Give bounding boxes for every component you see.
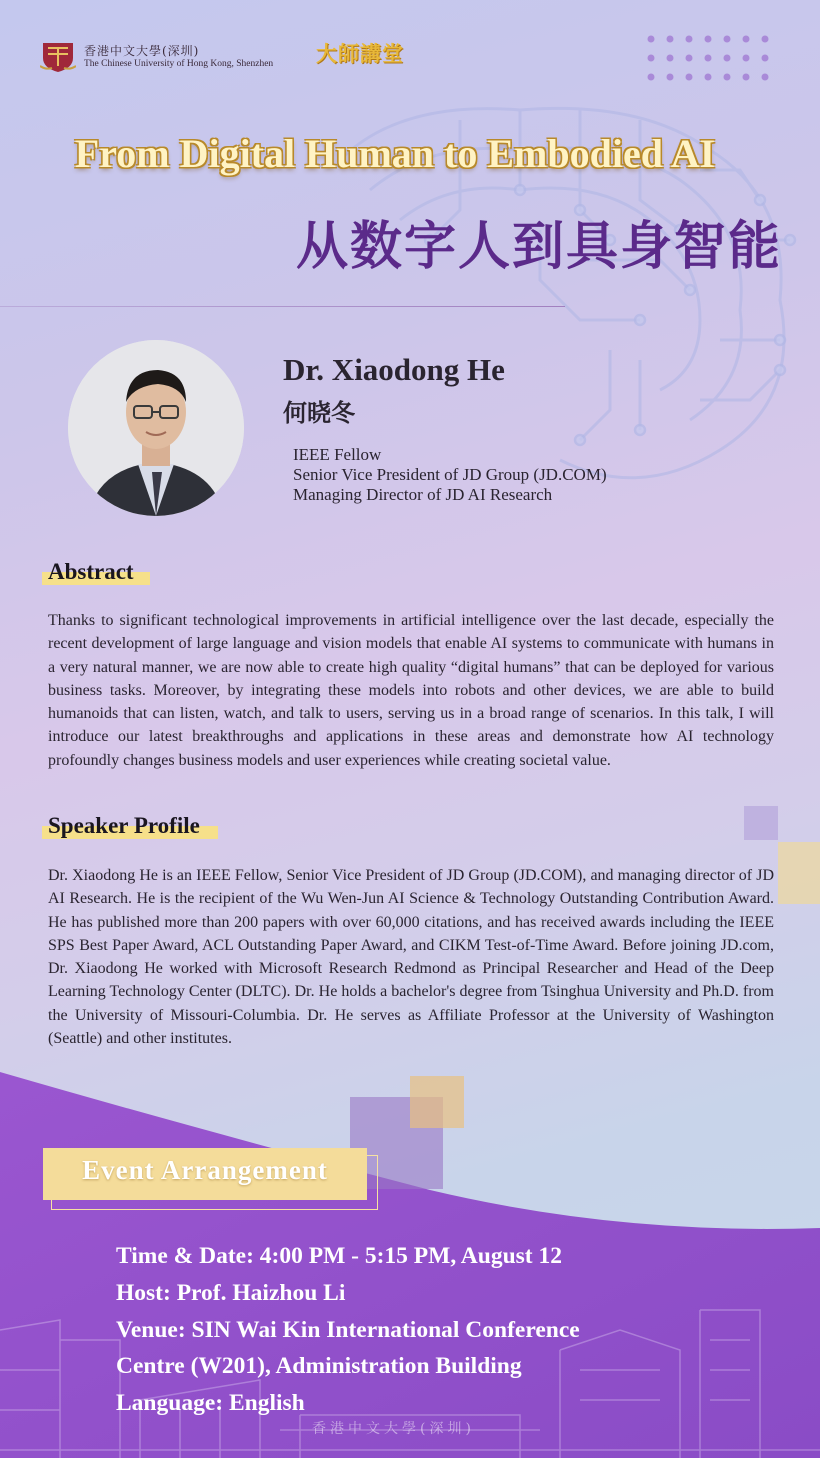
speaker-role: Managing Director of JD AI Research bbox=[293, 485, 553, 504]
dot-grid-decoration bbox=[646, 34, 776, 84]
title-chinese: 从数字人到具身智能 bbox=[295, 217, 782, 277]
abstract-text: Thanks to significant technological improvements in artificial intelligence over the last decade, especially the recent development of large language and vision models that enable AI systems to communicate with humans in a very natural manner, we are now able to create high quality “digital humans” that can be deployed for various business tasks. Moreover, by integrating these models into robots and other devices, we are able to build humanoids that can listen, watch, and talk to users, serving us in a broad range of scenarios. In this talk, I will introduce our latest breakthroughs and applications in these areas and demonstrate how AI technology profoundly changes business models and user experiences while creating societal value. bbox=[48, 612, 774, 769]
event-host: Host: Prof. Haizhou Li bbox=[116, 1280, 346, 1306]
event-language: Language: English bbox=[116, 1390, 305, 1416]
decorative-square bbox=[744, 806, 778, 840]
event-time: Time & Date: 4:00 PM - 5:15 PM, August 12 bbox=[116, 1243, 562, 1269]
speaker-name-chinese: 何晓冬 bbox=[283, 399, 355, 427]
speaker-role: Senior Vice President of JD Group (JD.COM) bbox=[293, 465, 607, 484]
campus-gate-text: 香港中文大學(深圳) bbox=[312, 1421, 475, 1437]
profile-text: Dr. Xiaodong He is an IEEE Fellow, Senior Vice President of JD Group (JD.COM), and managing director of JD AI Research. He is the recipient of the Wu Wen-Jun AI Science & Technology Outstanding Contribution Award. He has published more than 200 papers with over 60,000 citations, and has received awards including the IEEE SPS Best Paper Award, ACL Outstanding Paper Award, and CIKM Test-of-Time Award. Before joining JD.com, Dr. Xiaodong He worked with Microsoft Research Redmond as Principal Researcher and Head of the Deep Learning Technology Center (DLTC). Dr. He holds a bachelor's degree from Tsinghua University and Ph.D. from the University of Missouri-Columbia. Dr. He serves as Affiliate Professor at the University of Washington (Seattle) and other institutes. bbox=[48, 867, 774, 1048]
speaker-role: IEEE Fellow bbox=[293, 445, 382, 464]
lecture-series-logo: 大師講堂 bbox=[316, 41, 404, 66]
title-english: From Digital Human to Embodied AI bbox=[74, 131, 716, 176]
abstract-heading: Abstract bbox=[48, 559, 134, 584]
profile-heading: Speaker Profile bbox=[48, 813, 200, 838]
crest-icon bbox=[40, 40, 76, 74]
event-heading: Event Arrangement bbox=[82, 1155, 328, 1185]
divider-line bbox=[0, 306, 565, 307]
decorative-square bbox=[410, 1076, 464, 1128]
university-name-english: The Chinese University of Hong Kong, Shenzhen bbox=[84, 59, 274, 69]
speaker-photo bbox=[68, 340, 244, 516]
decorative-square bbox=[778, 842, 820, 904]
event-venue-continued: Centre (W201), Administration Building bbox=[116, 1353, 522, 1379]
speaker-name: Dr. Xiaodong He bbox=[283, 352, 505, 387]
university-name-chinese: 香港中文大學(深圳) bbox=[84, 44, 200, 58]
event-venue: Venue: SIN Wai Kin International Conference bbox=[116, 1317, 580, 1343]
